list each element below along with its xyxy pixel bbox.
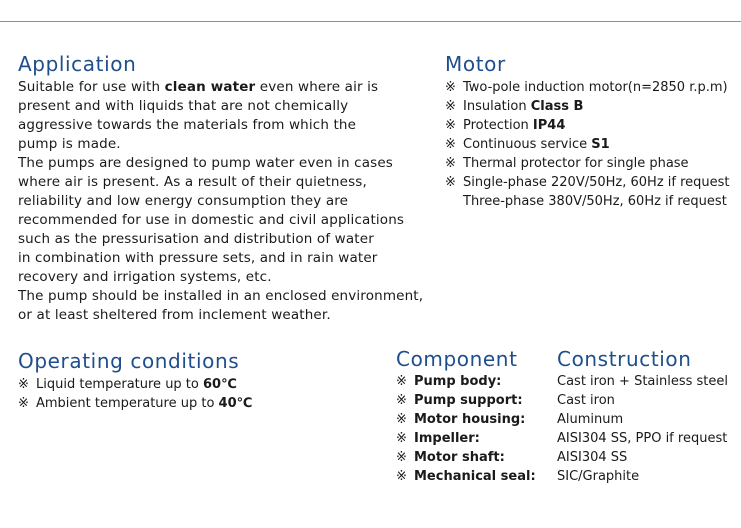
text-segment: Two-pole induction motor(n=2850 r.p.m) <box>463 80 728 95</box>
text-segment: such as the pressurisation and distribution of water <box>18 231 374 247</box>
construction-value: Cast iron <box>557 393 615 408</box>
bold-text: 40℃ <box>218 396 253 411</box>
motor-spec-item <box>445 116 730 135</box>
text-segment: where air is present. As a result of their quietness, <box>18 174 367 190</box>
motor-spec-item <box>445 97 730 116</box>
construction-value: Cast iron + Stainless steel <box>557 374 728 389</box>
application-line <box>18 287 423 306</box>
component-heading: Component <box>396 347 518 371</box>
application-line <box>18 249 423 268</box>
component-label: Mechanical seal: <box>414 469 536 484</box>
construction-value: SIC/Graphite <box>557 469 640 484</box>
motor-spec-item <box>445 78 730 97</box>
construction-value: Aluminum <box>557 412 624 427</box>
application-line <box>18 268 423 287</box>
text-segment: or at least sheltered from inclement weather. <box>18 307 331 323</box>
application-line <box>18 97 423 116</box>
reference-mark-icon: ※ <box>396 431 407 446</box>
motor-spec-item <box>445 135 730 154</box>
component-row <box>396 467 536 486</box>
operating-conditions-heading: Operating conditions <box>18 349 240 373</box>
text-segment: pump is made. <box>18 136 121 152</box>
application-line <box>18 192 423 211</box>
application-text <box>18 78 423 325</box>
reference-mark-icon: ※ <box>18 396 29 411</box>
application-line <box>18 230 423 249</box>
operating-conditions-list <box>18 375 252 413</box>
component-row <box>396 391 536 410</box>
construction-value: AISI304 SS <box>557 450 628 465</box>
text-segment: recovery and irrigation systems, etc. <box>18 269 272 285</box>
application-line <box>18 173 423 192</box>
application-line <box>18 211 423 230</box>
reference-mark-icon: ※ <box>445 99 456 114</box>
application-line <box>18 306 423 325</box>
reference-mark-icon: ※ <box>445 118 456 133</box>
operating-condition-item <box>18 375 252 394</box>
bold-text: clean water <box>164 79 256 95</box>
top-divider <box>0 21 741 22</box>
component-row <box>396 372 536 391</box>
reference-mark-icon: ※ <box>396 393 407 408</box>
text-segment: recommended for use in domestic and civil applications <box>18 212 405 228</box>
component-row <box>396 429 536 448</box>
component-label: Pump body: <box>414 374 502 389</box>
reference-mark-icon: ※ <box>445 80 456 95</box>
text-segment: Liquid temperature up to <box>36 377 203 392</box>
text-segment: Continuous service <box>463 137 592 152</box>
component-label: Impeller: <box>414 431 480 446</box>
text-segment: Protection <box>463 118 533 133</box>
reference-mark-icon: ※ <box>396 469 407 484</box>
text-segment: Ambient temperature up to <box>36 396 219 411</box>
text-segment: The pumps are designed to pump water even in cases <box>18 155 393 171</box>
motor-spec-item <box>445 173 730 192</box>
text-segment: in combination with pressure sets, and in rain water <box>18 250 378 266</box>
application-line <box>18 154 423 173</box>
reference-mark-icon: ※ <box>18 377 29 392</box>
text-segment: Suitable for use with <box>18 79 165 95</box>
motor-spec-list <box>445 78 730 211</box>
reference-mark-icon: ※ <box>396 412 407 427</box>
motor-spec-item <box>445 192 730 211</box>
component-label: Pump support: <box>414 393 523 408</box>
application-heading: Application <box>18 52 137 76</box>
construction-heading: Construction <box>557 347 692 371</box>
operating-condition-item <box>18 394 252 413</box>
text-segment: even where air is <box>255 79 379 95</box>
text-segment: Thermal protector for single phase <box>463 156 689 171</box>
component-label-list <box>396 372 536 486</box>
reference-mark-icon: ※ <box>445 175 456 190</box>
component-label: Motor shaft: <box>414 450 505 465</box>
construction-value: AISI304 SS, PPO if request <box>557 431 728 446</box>
reference-mark-icon: ※ <box>396 374 407 389</box>
component-row <box>396 410 536 429</box>
application-line <box>18 135 423 154</box>
text-segment: present and with liquids that are not chemically <box>18 98 349 114</box>
construction-value-list <box>557 372 728 486</box>
motor-spec-item <box>445 154 730 173</box>
component-row <box>396 448 536 467</box>
component-label: Motor housing: <box>414 412 526 427</box>
reference-mark-icon: ※ <box>445 137 456 152</box>
motor-heading: Motor <box>445 52 506 76</box>
bold-text: S1 <box>591 137 610 152</box>
text-segment: reliability and low energy consumption they are <box>18 193 349 209</box>
text-segment: The pump should be installed in an enclosed environment, <box>18 288 424 304</box>
reference-mark-icon: ※ <box>445 156 456 171</box>
application-line <box>18 78 423 97</box>
bold-text: IP44 <box>532 118 566 133</box>
text-segment: aggressive towards the materials from which the <box>18 117 357 133</box>
text-segment: Insulation <box>463 99 531 114</box>
bold-text: Class B <box>530 99 584 114</box>
application-line <box>18 116 423 135</box>
text-segment: Single-phase 220V/50Hz, 60Hz if request <box>463 175 730 190</box>
bold-text: 60℃ <box>203 377 237 392</box>
reference-mark-icon: ※ <box>396 450 407 465</box>
text-segment: Three-phase 380V/50Hz, 60Hz if request <box>463 194 727 209</box>
